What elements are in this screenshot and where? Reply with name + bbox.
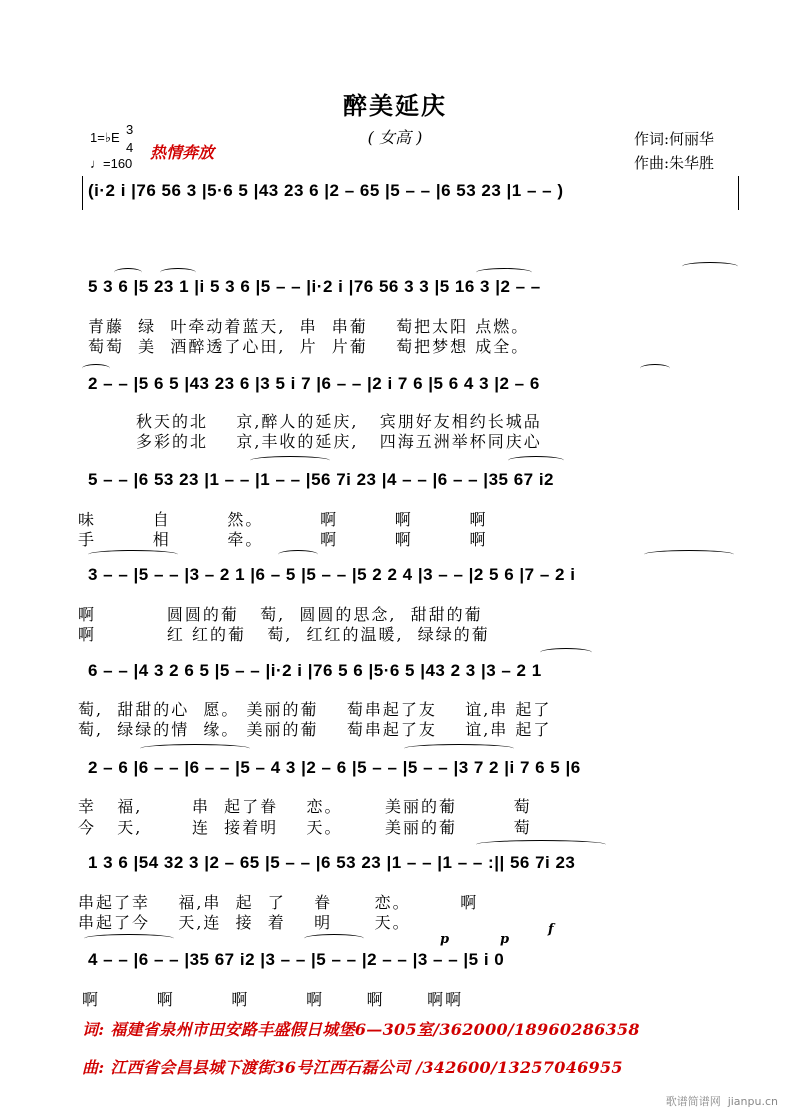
- lyric-verse-1: 幸 福, 串 起了眷 恋。 美丽的葡 萄: [78, 797, 532, 816]
- time-signature-bottom: 4: [126, 140, 134, 155]
- lyric-verse-1: 萄, 甜甜的心 愿。 美丽的葡 萄串起了友 谊,串 起了: [78, 700, 552, 719]
- tie: [114, 268, 142, 277]
- notation-row-3: 5 – – |6 53 23 |1 – – |1 – – |56 7i 23 |4 – – |6 – – |35 67 i2: [88, 470, 555, 489]
- notation-row-intro: (i·2 i |76 56 3 |5·6 5 |43 23 6 |2 – 65 |5 – – |6 53 23 |1 – – ): [88, 181, 564, 200]
- lyric-verse-2: 啊 红 红的葡 萄, 红红的温暖, 绿绿的葡: [78, 625, 490, 644]
- lyric-verse-1: 味 自 然。 啊 啊 啊: [78, 510, 488, 529]
- lyric-verse-2: 手 相 牵。 啊 啊 啊: [78, 530, 488, 549]
- song-title: 醉美延庆: [343, 91, 447, 120]
- voice-part: ( 女高 ): [367, 128, 423, 147]
- tie: [540, 648, 592, 657]
- tie: [404, 744, 514, 753]
- lyric-verse-2: 今 天, 连 接着明 天。 美丽的葡 萄: [78, 818, 532, 837]
- dynamic-forte: f: [548, 922, 554, 937]
- lyric-verse-1: 啊 圆圆的葡 萄, 圆圆的思念, 甜甜的葡: [78, 605, 483, 624]
- system-start-bar: [82, 176, 83, 210]
- tie: [508, 456, 564, 465]
- lyric-verse-1: 青藤 绿 叶牵动着蓝天, 串 串葡 萄把太阳 点燃。: [88, 317, 530, 336]
- tie: [250, 456, 330, 465]
- dynamic-piano: p: [440, 932, 450, 947]
- lyricist-contact: 词: 福建省泉州市田安路丰盛假日城堡6—305室/362000/18960286358: [82, 1020, 640, 1039]
- notation-row-8: 4 – – |6 – – |35 67 i2 |3 – – |5 – – |2 – – |3 – – |5 i 0: [88, 950, 505, 969]
- tie: [88, 550, 178, 559]
- tie: [476, 840, 606, 849]
- lyric-verse-2: 萄, 绿绿的情 缘。 美丽的葡 萄串起了友 谊,串 起了: [78, 720, 552, 739]
- system-end-bar: [738, 176, 739, 210]
- expression-marking: 热情奔放: [150, 143, 215, 162]
- composer-contact: 曲: 江西省会昌县城下渡街36号江西石磊公司 /342600/13257046955: [82, 1058, 623, 1077]
- dynamic-piano: p: [500, 932, 510, 947]
- lyric-verse-2: 多彩的北 京,丰收的延庆, 四海五洲举杯同庆心: [136, 432, 542, 451]
- notation-row-7: 1 3 6 |54 32 3 |2 – 65 |5 – – |6 53 23 |1 – – |1 – – :|| 56 7i 23: [88, 853, 576, 872]
- tie: [304, 934, 364, 943]
- notation-row-6: 2 – 6 |6 – – |6 – – |5 – 4 3 |2 – 6 |5 – – |5 – – |3 7 2 |i 7 6 5 |6: [88, 758, 581, 777]
- notation-row-5: 6 – – |4 3 2 6 5 |5 – – |i·2 i |76 5 6 |5·6 5 |43 2 3 |3 – 2 1: [88, 661, 542, 680]
- time-signature-top: 3: [126, 122, 134, 137]
- tie: [682, 262, 738, 271]
- tie: [644, 550, 734, 559]
- tie: [278, 550, 318, 559]
- composer-credit: 作曲:朱华胜: [634, 154, 715, 172]
- key-signature: 1=♭E: [90, 130, 120, 145]
- lyric-verse-2: 串起了今 天,连 接 着 明 天。: [78, 913, 411, 932]
- tie: [140, 744, 250, 753]
- notation-row-2: 2 – – |5 6 5 |43 23 6 |3 5 i 7 |6 – – |2 i 7 6 |5 6 4 3 |2 – 6: [88, 374, 540, 393]
- lyric-verse-1: 秋天的北 京,醉人的延庆, 宾朋好友相约长城品: [136, 412, 542, 431]
- tie: [640, 364, 670, 373]
- tie: [84, 934, 174, 943]
- lyricist-credit: 作词:何丽华: [634, 130, 715, 148]
- lyric-verse-1: 串起了幸 福,串 起 了 眷 恋。 啊: [78, 893, 479, 912]
- lyric-ending: 啊 啊 啊 啊 啊 啊啊: [82, 990, 464, 1009]
- notation-row-4: 3 – – |5 – – |3 – 2 1 |6 – 5 |5 – – |5 2 2 4 |3 – – |2 5 6 |7 – 2 i: [88, 565, 576, 584]
- tie: [82, 364, 110, 373]
- lyric-verse-2: 萄萄 美 酒醉透了心田, 片 片葡 萄把梦想 成全。: [88, 337, 530, 356]
- tempo-marking: ♩=160: [90, 156, 133, 171]
- tie: [476, 268, 532, 277]
- tie: [160, 268, 196, 277]
- watermark: 歌谱简谱网 jianpu.cn: [665, 1095, 778, 1108]
- notation-row-1: 5 3 6 |5 23 1 |i 5 3 6 |5 – – |i·2 i |76 56 3 3 |5 16 3 |2 – –: [88, 277, 541, 296]
